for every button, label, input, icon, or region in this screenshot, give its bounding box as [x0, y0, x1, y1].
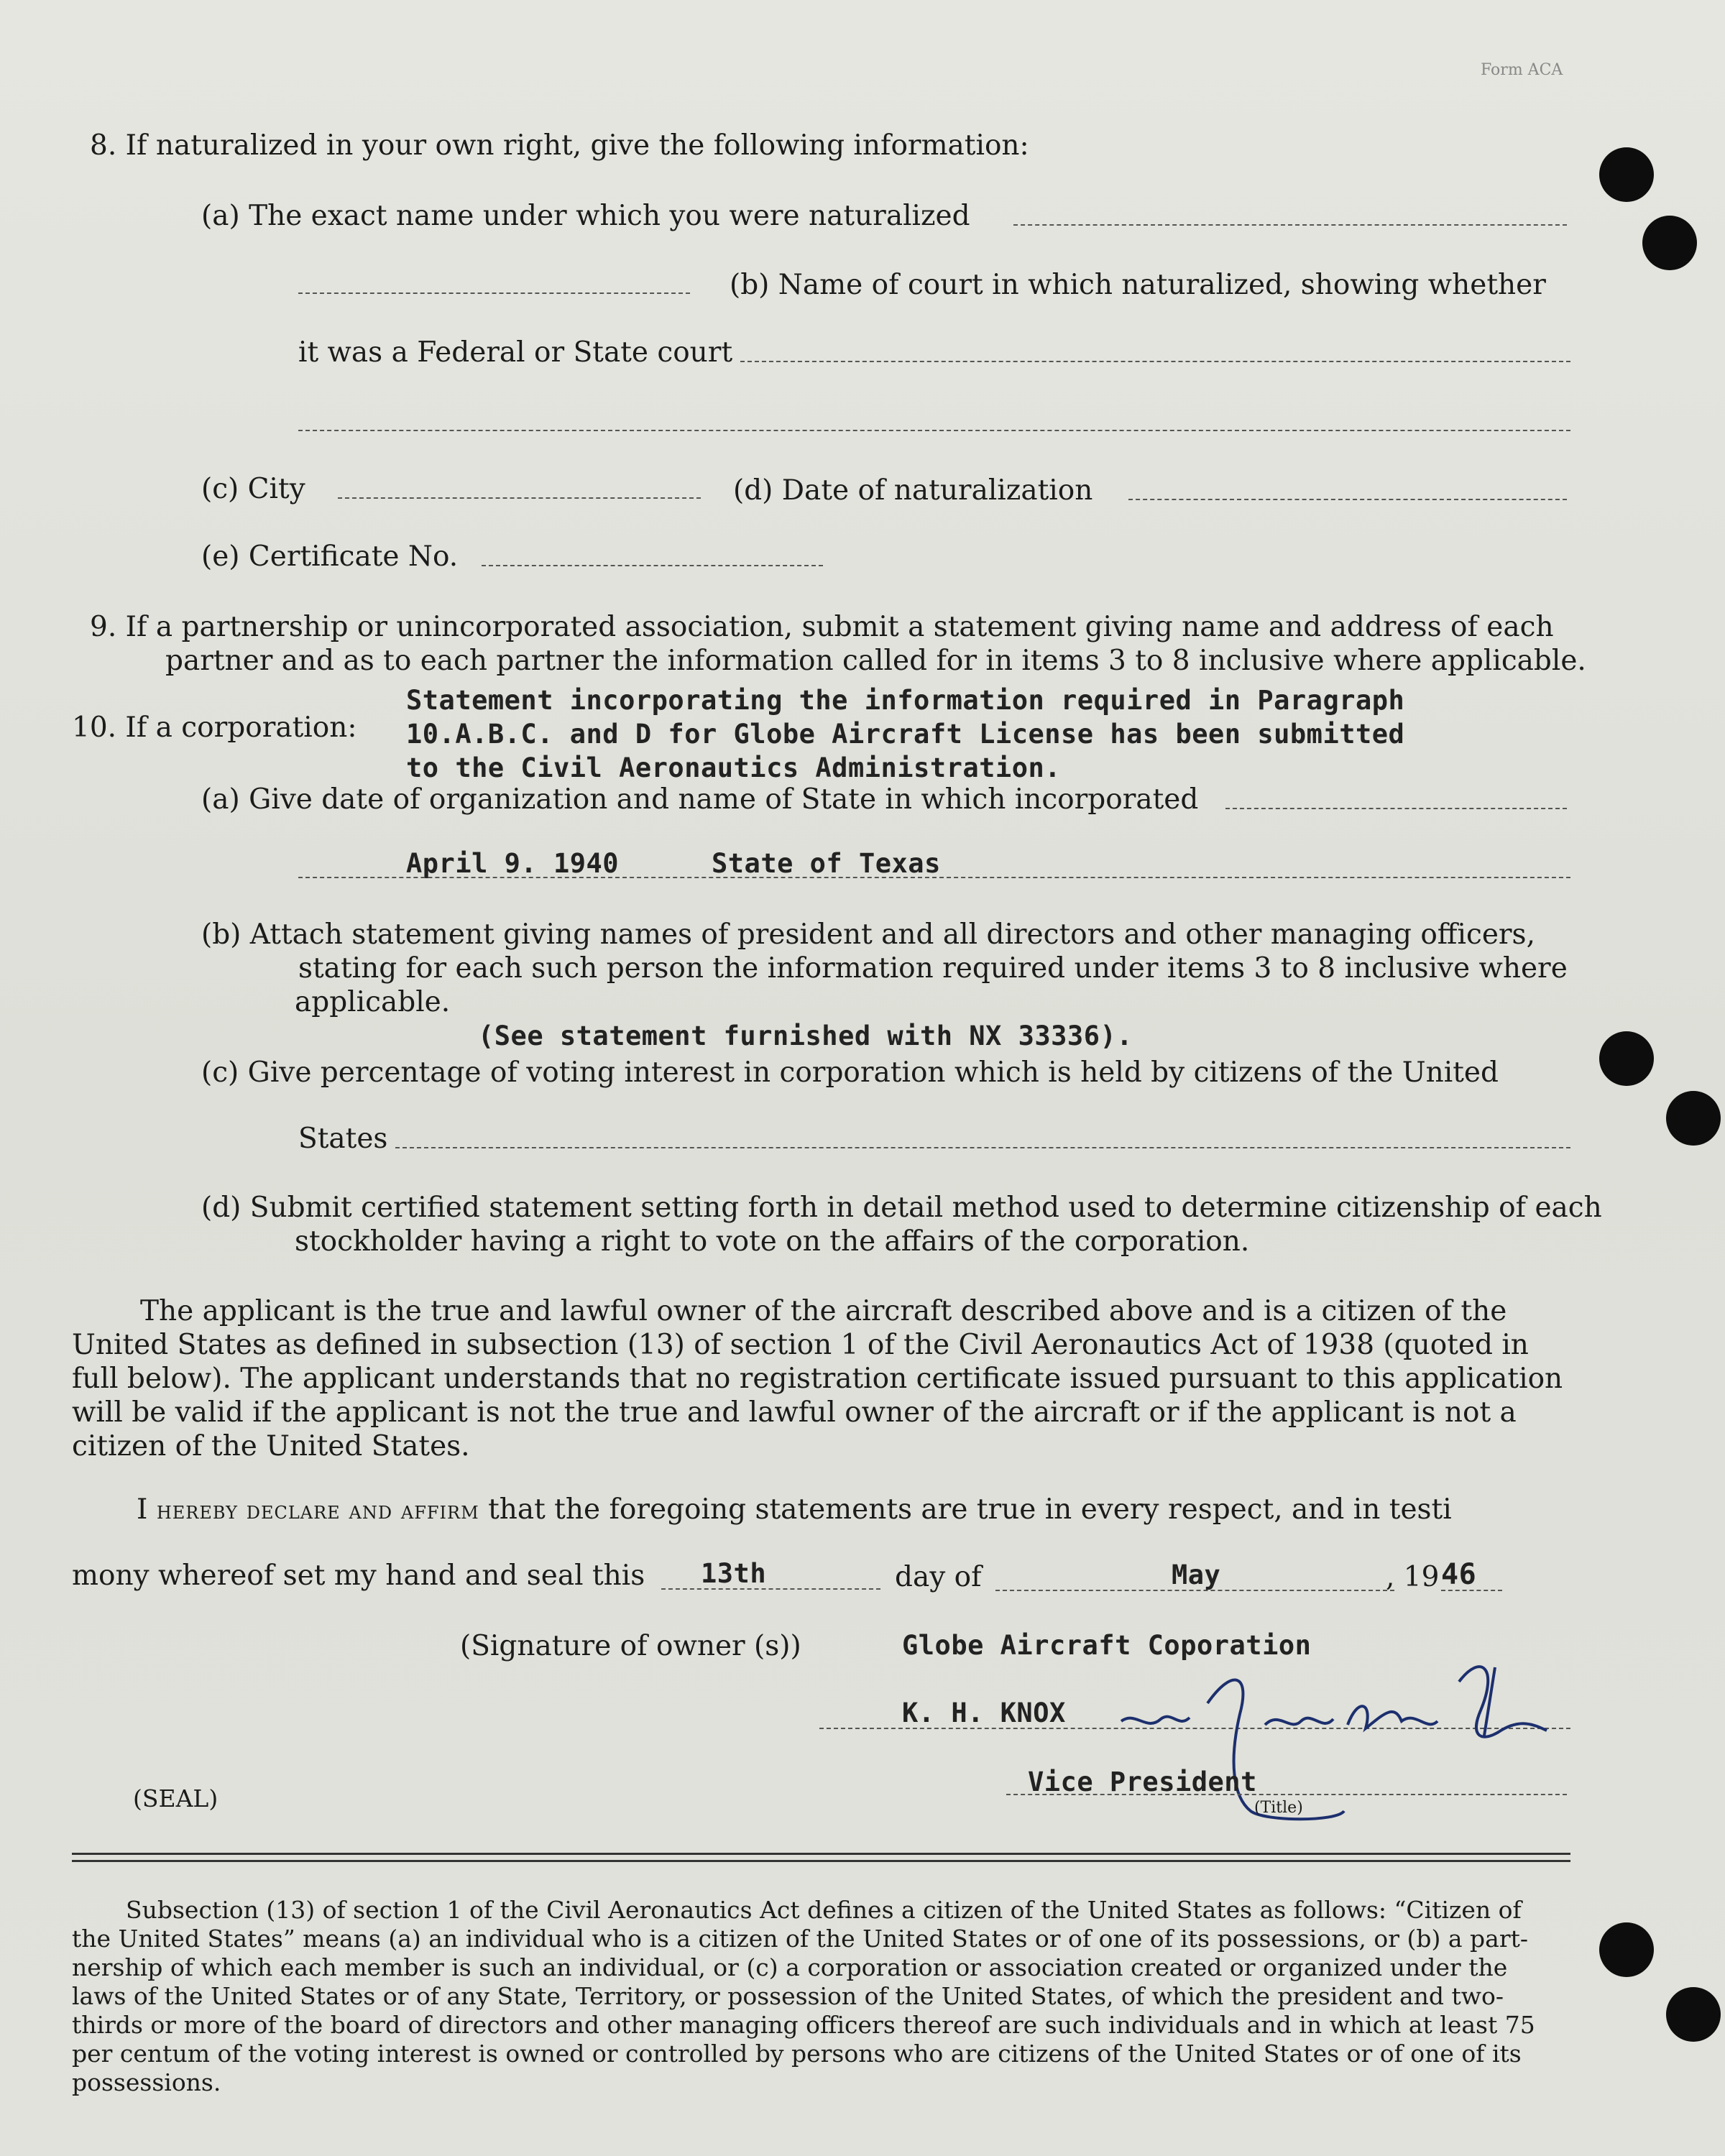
court-field[interactable] [740, 361, 1570, 362]
footnote-line7: possessions. [72, 2068, 221, 2096]
item10b-typed-note: (See statement furnished with NX 33336). [478, 1021, 1133, 1051]
affirm-year-suffix: 46 [1441, 1558, 1477, 1591]
item8b-cont-label: it was a Federal or State court [298, 336, 733, 369]
incorporation-field[interactable] [298, 877, 1570, 878]
item8b-label: (b) Name of court in which naturalized, showing whether [730, 269, 1546, 301]
affirm-day: 13th [701, 1558, 767, 1589]
incorporation-state: State of Texas [712, 848, 941, 879]
declaration-line3: full below). The applicant understands that no registration certificate issued pursuant to this application [72, 1363, 1563, 1395]
year-field[interactable] [1441, 1590, 1502, 1591]
item10d-line2: stockholder having a right to vote on the affairs of the corporation. [295, 1225, 1250, 1258]
typed-statement-line3: to the Civil Aeronautics Administration. [406, 752, 1062, 783]
item8a-field[interactable] [1013, 224, 1567, 226]
declaration-line5: citizen of the United States. [72, 1430, 470, 1462]
handwritten-signature [1107, 1653, 1567, 1825]
item10c-label: (c) Give percentage of voting interest in corporation which is held by citizens of the United [201, 1056, 1499, 1089]
item9-line2: partner and as to each partner the information called for in items 3 to 8 inclusive where applicable. [165, 645, 1586, 677]
affirm-day-of: day of [895, 1561, 982, 1593]
affirm-caps: hereby declare and affirm [156, 1496, 479, 1525]
affirm-line2-start: mony whereof set my hand and seal this [72, 1560, 645, 1592]
item8d-label: (d) Date of naturalization [733, 474, 1093, 507]
item8c-label: (c) City [201, 473, 305, 505]
footnote-line1: Subsection (13) of section 1 of the Civil Aeronautics Act defines a citizen of the United States as follows: “Citizen of [126, 1896, 1522, 1924]
item10b-line2: stating for each such person the information required under items 3 to 8 inclusive where [298, 952, 1568, 985]
item10d-line1: (d) Submit certified statement setting forth in detail method used to determine citizenship of each [201, 1192, 1602, 1224]
divider-top [72, 1853, 1570, 1855]
item10c-cont: States [298, 1123, 388, 1155]
incorporation-date: April 9. 1940 [406, 848, 620, 879]
court-field-cont[interactable] [298, 430, 1570, 431]
item9-line1: 9. If a partnership or unincorporated association, submit a statement giving name and address of each [90, 611, 1554, 643]
city-field[interactable] [338, 497, 701, 499]
declaration-line1: The applicant is the true and lawful owner of the aircraft described above and is a citizen of the [140, 1295, 1507, 1327]
item8a-field-cont[interactable] [298, 292, 690, 294]
divider-bottom [72, 1860, 1570, 1862]
certificate-no-field[interactable] [482, 565, 823, 566]
binder-hole [1642, 216, 1697, 270]
signature-title-value: Vice President [1028, 1766, 1257, 1797]
typed-statement-line2: 10.A.B.C. and D for Globe Aircraft License has been submitted [406, 719, 1405, 750]
affirm-month: May [1172, 1560, 1221, 1590]
item10-label: 10. If a corporation: [72, 711, 357, 744]
typed-statement-line1: Statement incorporating the information required in Paragraph [406, 685, 1405, 716]
affirm-line1: I hereby declare and affirm that the foregoing statements are true in every respect, and in testi [137, 1493, 1452, 1526]
signature-title-label: (Title) [1254, 1799, 1303, 1817]
item8-title: 8. If naturalized in your own right, give the following information: [90, 129, 1029, 162]
item8e-label: (e) Certificate No. [201, 540, 459, 573]
footnote-line3: nership of which each member is such an individual, or (c) a corporation or association created or organized under the [72, 1953, 1508, 1981]
signature-name: K. H. KNOX [902, 1697, 1066, 1728]
naturalization-date-field[interactable] [1128, 499, 1567, 500]
day-field[interactable] [661, 1588, 880, 1590]
affirm-year-prefix: , 19 [1386, 1561, 1440, 1593]
item10b-line1: (b) Attach statement giving names of president and all directors and other managing officers, [201, 918, 1535, 951]
item8a-label: (a) The exact name under which you were naturalized [201, 200, 970, 232]
footnote-line2: the United States” means (a) an individual who is a citizen of the United States or of one of its possessions, or (b) a part- [72, 1925, 1529, 1953]
binder-hole [1599, 1031, 1654, 1086]
binder-hole [1599, 147, 1654, 202]
item10a-label: (a) Give date of organization and name of State in which incorporated [201, 783, 1199, 816]
declaration-line2: United States as defined in subsection (13) of section 1 of the Civil Aeronautics Act of 1938 (quoted in [72, 1329, 1529, 1361]
title-field[interactable] [1006, 1794, 1567, 1795]
signature-company: Globe Aircraft Coporation [902, 1630, 1312, 1661]
signature-label: (Signature of owner (s)) [460, 1630, 801, 1662]
seal-label: (SEAL) [133, 1784, 218, 1812]
form-mark: Form ACA [1481, 61, 1563, 79]
binder-hole [1599, 1922, 1654, 1977]
footnote-line5: thirds or more of the board of directors and other managing officers thereof are such individuals and in which at least 75 [72, 2011, 1535, 2039]
item10b-line3: applicable. [295, 986, 451, 1018]
month-field[interactable] [995, 1590, 1394, 1591]
declaration-line4: will be valid if the applicant is not the true and lawful owner of the aircraft or if the applicant is not a [72, 1396, 1517, 1429]
item10a-field[interactable] [1225, 808, 1567, 809]
footnote-line6: per centum of the voting interest is owned or controlled by persons who are citizens of the United States or of one of its [72, 2040, 1522, 2068]
voting-percentage-field[interactable] [395, 1147, 1570, 1148]
footnote-line4: laws of the United States or of any State, Territory, or possession of the United States, of which the president and two- [72, 1982, 1504, 2010]
binder-hole [1666, 1987, 1721, 2042]
binder-hole [1666, 1091, 1721, 1146]
